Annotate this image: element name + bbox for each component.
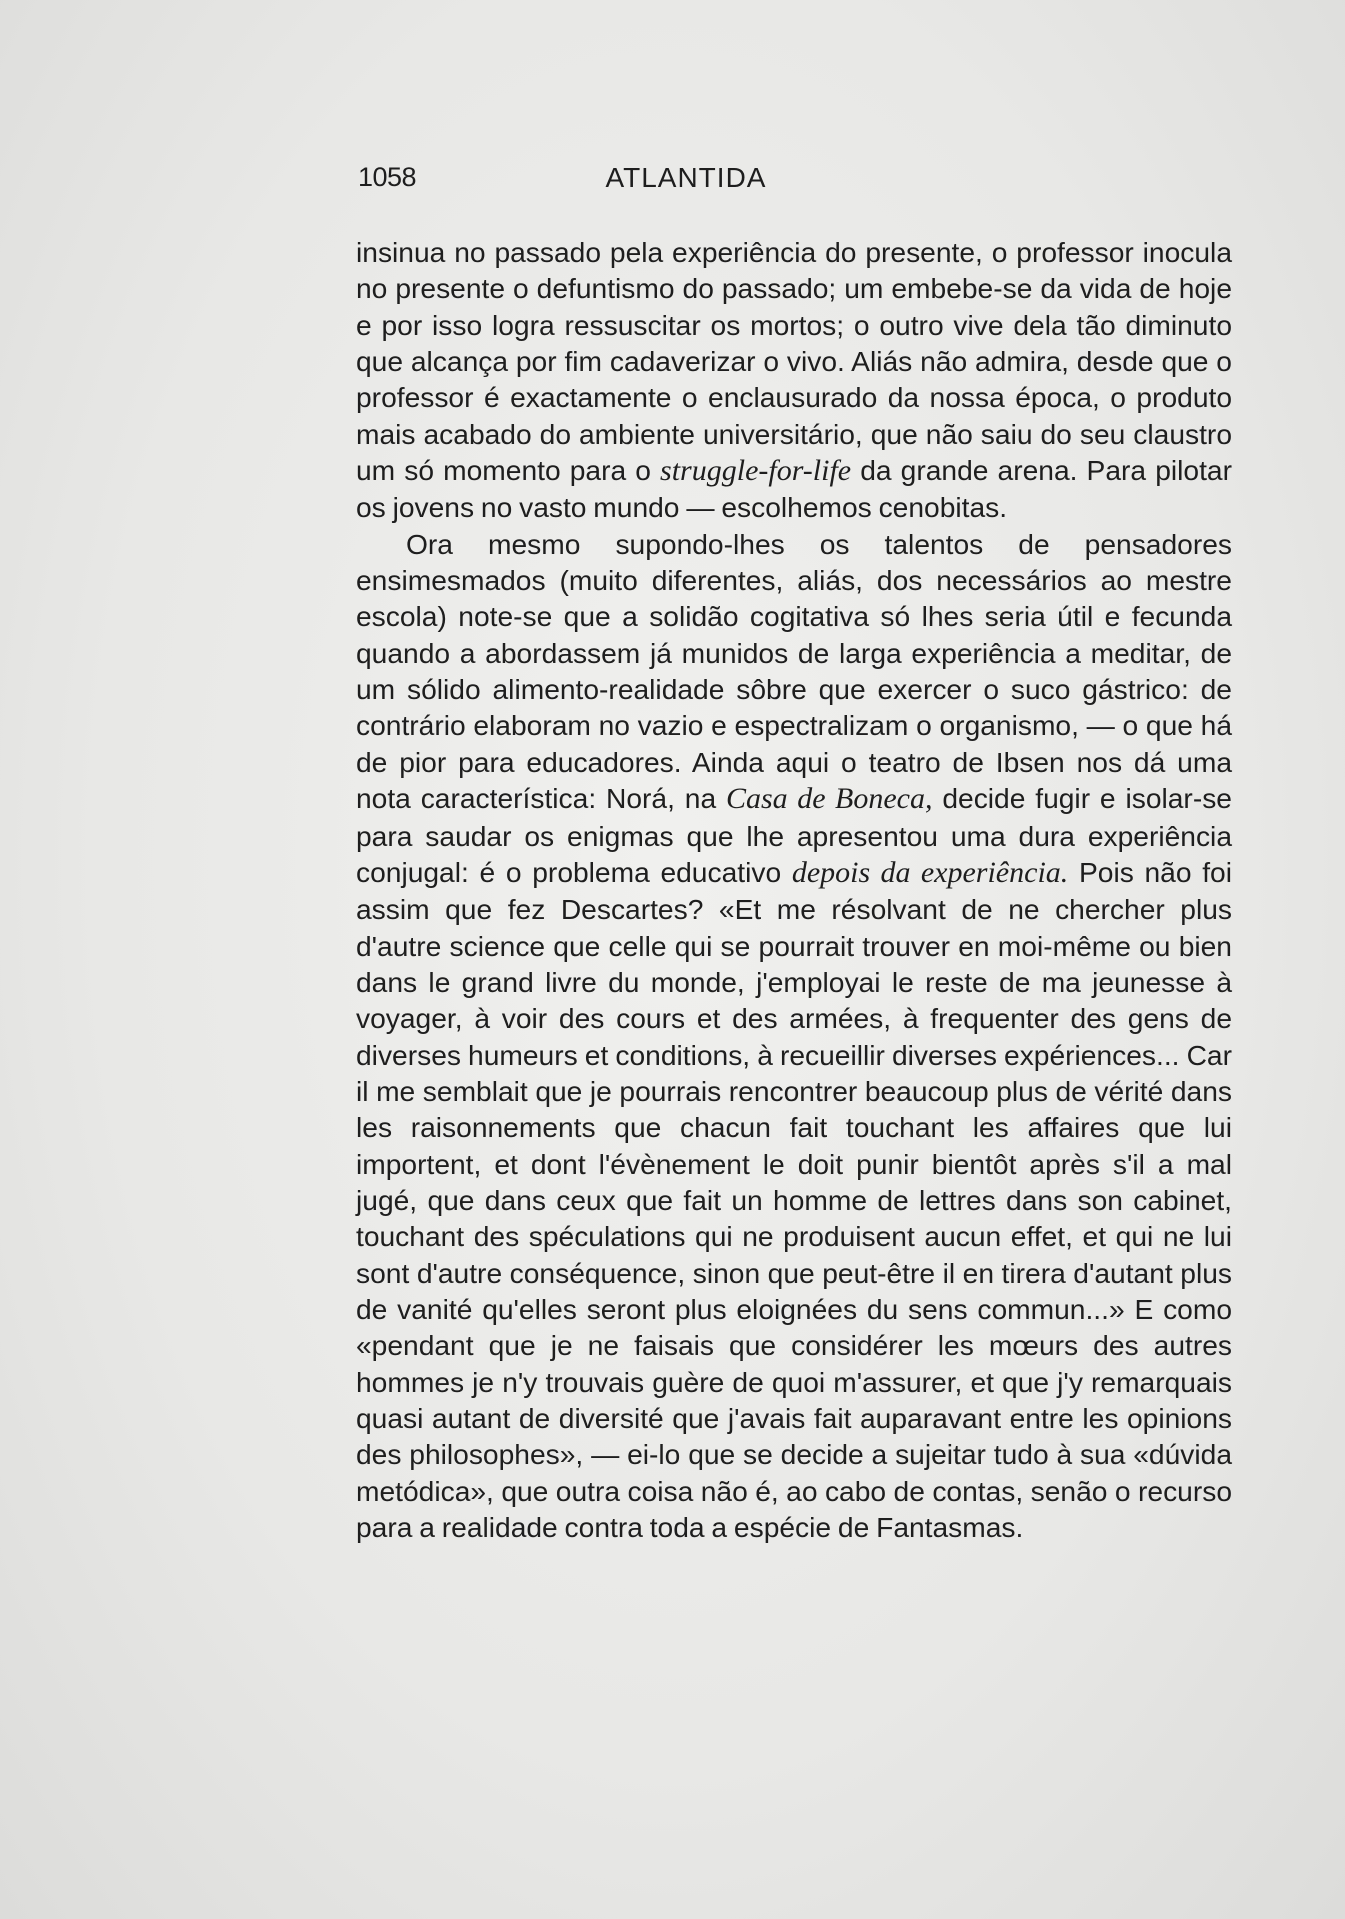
italic-phrase: depois da experiência.: [791, 855, 1069, 889]
paragraph: [356, 234, 1232, 526]
text-segment: insinua no passado pela experiência do presente, o professor inocula no presente o defuntismo do passado; um embebe-se da vida de hoje e por isso logra ressuscitar os mortos; o outro vive dela tão diminuto que alcança por fim cadaverizar o vivo. Aliás não admira, desde que o professor é exactamente o enclausurado da nossa época, o produto mais acabado do ambiente universitário, que não saiu do seu claustro um só momento para o: [356, 236, 1232, 487]
running-title: ATLANTIDA: [605, 162, 767, 193]
text-segment: Ora mesmo supondo-lhes os talentos de pensadores ensimesmados (muito diferentes, aliás, dos necessários ao mestre escola) note-se que a solidão cogitativa só lhes seria útil e fecunda quando a abordassem já munidos de larga experiência a meditar, de um sólido alimento-realidade sôbre que exercer o suco gástrico: de contrário elaboram no vazio e espectralizam o organismo, — o que há de pior para educadores. Ainda aqui o teatro de Ibsen nos dá uma nota característica: Norá, na: [356, 527, 1232, 815]
italic-term: struggle-for-life: [660, 454, 852, 488]
text-segment: decide fugir e isolar-se para saudar os enigmas que lhe apresentou uma dura experiência conjugal: é o problema educativo: [356, 782, 1232, 888]
page-header: [358, 162, 1014, 202]
paragraph: [356, 526, 1232, 1546]
italic-title: Casa de Boneca,: [725, 782, 933, 816]
text-segment: da grande arena. Para pilotar os jovens no vasto mundo — escolhemos cenobitas.: [356, 454, 1232, 524]
page-number: 1058: [358, 162, 417, 192]
body-text: [356, 234, 1232, 1545]
text-segment: Pois não foi assim que fez Descartes? «Et me résolvant de ne chercher plus d'autre science que celle qui se pourrait trouver en moi-même ou bien dans le grand livre du monde, j'employai le reste de ma jeunesse à voyager, à voir des cours et des armées, à frequenter des gens de diverses humeurs et conditions, à recueillir diverses expériences... Car il me semblait que je pourrais rencontrer beaucoup plus de vérité dans les raisonnements que chacun fait touchant les affaires que lui importent, et dont l'évènement le doit punir bientôt après s'il a mal jugé, que dans ceux que fait un homme de lettres dans son cabinet, touchant des spéculations qui ne produisent aucun effet, et qui ne lui sont d'autre conséquence, sinon que peut-être il en tirera d'autant plus de vanité qu'elles seront plus eloignées du sens commun...» E como «pendant que je ne faisais que considérer les mœurs des autres hommes je n'y trouvais guère de quoi m'assurer, et que j'y remarquais quasi autant de diversité que j'avais fait auparavant entre les opinions des philosophes», — ei-lo que se decide a sujeitar tudo à sua «dúvida metódica», que outra coisa não é, ao cabo de contas, senão o recurso para a realidade contra toda a espécie de Fantasmas.: [356, 855, 1232, 1544]
